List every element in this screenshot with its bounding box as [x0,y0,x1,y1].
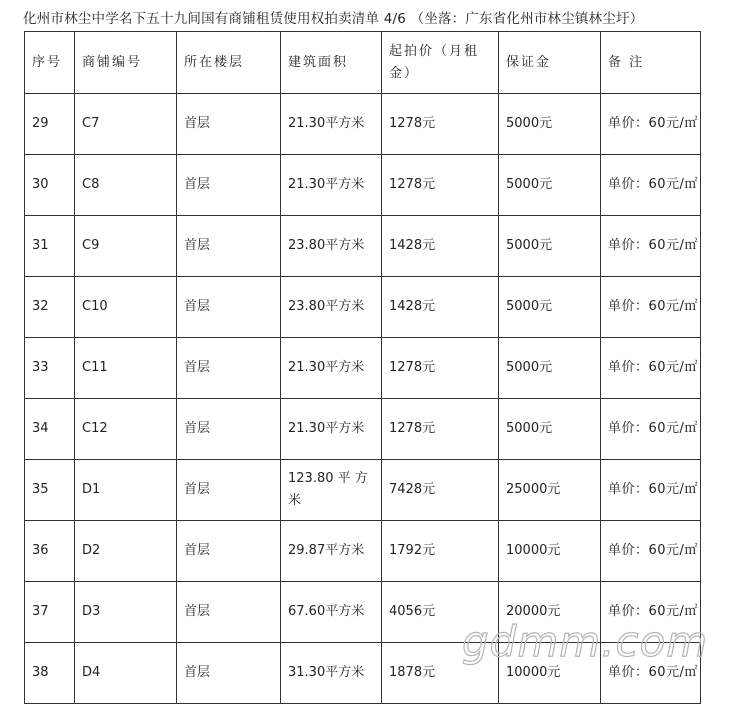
cell-area: 23.80平方米 [281,216,382,277]
cell-index: 32 [25,277,75,338]
cell-starting-price: 1878元 [382,643,499,704]
cell-index: 29 [25,94,75,155]
cell-deposit: 5000元 [499,94,601,155]
cell-deposit: 5000元 [499,216,601,277]
shop-listing-table [24,31,701,704]
cell-note: 单价：60元/㎡ [601,521,701,582]
cell-starting-price: 1278元 [382,94,499,155]
cell-area: 21.30平方米 [281,155,382,216]
cell-shop-code: C11 [75,338,177,399]
cell-deposit: 5000元 [499,277,601,338]
header-floor: 所在楼层 [177,32,281,94]
cell-floor: 首层 [177,521,281,582]
cell-note: 单价：60元/㎡ [601,155,701,216]
cell-area: 29.87平方米 [281,521,382,582]
cell-deposit: 20000元 [499,582,601,643]
cell-area: 31.30平方米 [281,643,382,704]
cell-shop-code: C9 [75,216,177,277]
header-area: 建筑面积 [281,32,382,94]
cell-floor: 首层 [177,643,281,704]
cell-index: 31 [25,216,75,277]
cell-area: 23.80平方米 [281,277,382,338]
cell-starting-price: 1278元 [382,399,499,460]
cell-index: 38 [25,643,75,704]
cell-starting-price: 1792元 [382,521,499,582]
cell-area: 123.80 平 方 米 [281,460,382,521]
table-row [25,643,701,704]
cell-starting-price: 1278元 [382,155,499,216]
cell-note: 单价：60元/㎡ [601,643,701,704]
cell-deposit: 5000元 [499,399,601,460]
cell-shop-code: C10 [75,277,177,338]
cell-index: 36 [25,521,75,582]
cell-deposit: 5000元 [499,338,601,399]
site-watermark: gdmm.com [462,617,709,666]
cell-area: 21.30平方米 [281,399,382,460]
cell-shop-code: D2 [75,521,177,582]
cell-index: 37 [25,582,75,643]
cell-area: 21.30平方米 [281,338,382,399]
table-row [25,155,701,216]
cell-deposit: 10000元 [499,643,601,704]
header-note: 备 注 [601,32,701,94]
cell-shop-code: C12 [75,399,177,460]
cell-shop-code: D3 [75,582,177,643]
cell-starting-price: 1278元 [382,338,499,399]
cell-area: 67.60平方米 [281,582,382,643]
cell-note: 单价：60元/㎡ [601,277,701,338]
header-index: 序号 [25,32,75,94]
cell-floor: 首层 [177,277,281,338]
cell-index: 34 [25,399,75,460]
cell-shop-code: C8 [75,155,177,216]
cell-area: 21.30平方米 [281,94,382,155]
cell-deposit: 25000元 [499,460,601,521]
header-deposit: 保证金 [499,32,601,94]
cell-floor: 首层 [177,338,281,399]
cell-shop-code: D4 [75,643,177,704]
cell-floor: 首层 [177,94,281,155]
cell-note: 单价：60元/㎡ [601,582,701,643]
cell-floor: 首层 [177,155,281,216]
table-row [25,521,701,582]
table-row [25,582,701,643]
cell-floor: 首层 [177,582,281,643]
cell-starting-price: 1428元 [382,277,499,338]
cell-floor: 首层 [177,216,281,277]
cell-starting-price: 1428元 [382,216,499,277]
cell-note: 单价：60元/㎡ [601,216,701,277]
cell-index: 30 [25,155,75,216]
cell-floor: 首层 [177,399,281,460]
cell-note: 单价：60元/㎡ [601,338,701,399]
cell-note: 单价：60元/㎡ [601,460,701,521]
table-row [25,277,701,338]
cell-starting-price: 4056元 [382,582,499,643]
cell-starting-price: 7428元 [382,460,499,521]
table-row [25,338,701,399]
table-header-row [25,32,701,94]
header-shop-code: 商铺编号 [75,32,177,94]
cell-note: 单价：60元/㎡ [601,94,701,155]
cell-floor: 首层 [177,460,281,521]
cell-index: 33 [25,338,75,399]
table-row [25,94,701,155]
table-row [25,216,701,277]
header-starting-price: 起拍价（月租金） [382,32,499,94]
cell-deposit: 10000元 [499,521,601,582]
table-row [25,460,701,521]
table-body [25,94,701,704]
page-title: 化州市林尘中学名下五十九间国有商铺租赁使用权拍卖清单 4/6 （坐落：广东省化州市林尘镇林尘圩） [23,11,644,27]
cell-deposit: 5000元 [499,155,601,216]
cell-shop-code: D1 [75,460,177,521]
table-row [25,399,701,460]
cell-note: 单价：60元/㎡ [601,399,701,460]
cell-shop-code: C7 [75,94,177,155]
cell-index: 35 [25,460,75,521]
